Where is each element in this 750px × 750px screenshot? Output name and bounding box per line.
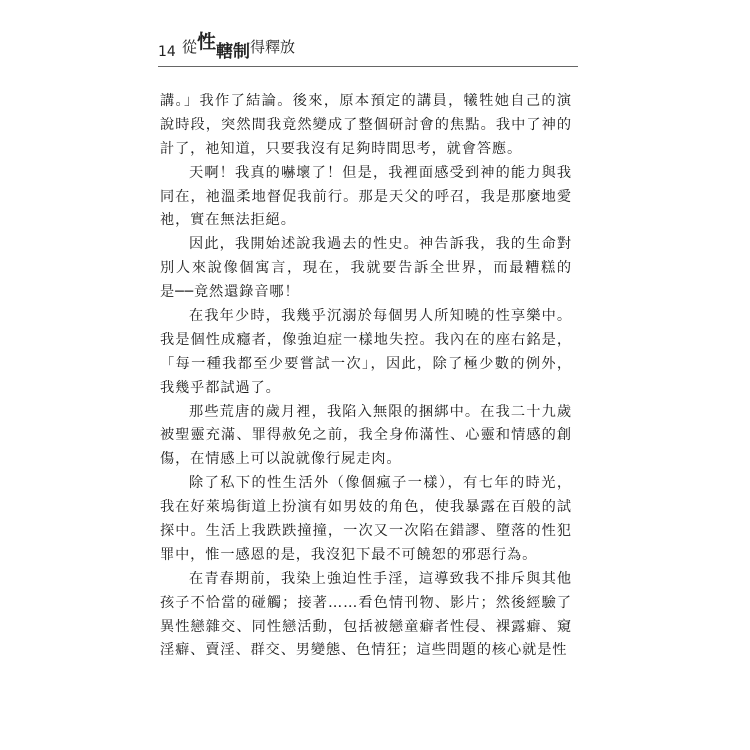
text-line: 祂，實在無法拒絕。	[160, 212, 296, 229]
text-line: 說時段，突然間我竟然變成了整個研討會的焦點。我中了神的	[160, 116, 572, 133]
book-title	[182, 31, 296, 64]
text-line: 探中。生活上我跌跌撞撞，一次又一次陷在錯謬、墮落的性犯	[160, 523, 572, 540]
paragraph	[160, 472, 572, 568]
running-header	[158, 31, 578, 74]
text-line: 因此，我開始述說我過去的性史。神告訴我，我的生命對	[189, 236, 572, 253]
header-rule	[158, 66, 578, 67]
text-line: 同在，祂溫柔地督促我前行。那是天父的呼召，我是那麼地愛	[160, 188, 572, 205]
text-line: 罪中，惟一感恩的是，我沒犯下最不可饒恕的邪惡行為。	[160, 546, 538, 563]
paragraph	[160, 305, 572, 401]
text-line: 異性戀雜交、同性戀活動，包括被戀童癖者性侵、裸露癖、窺	[160, 618, 572, 635]
paragraph	[160, 162, 572, 234]
text-line: 在我年少時，我幾乎沉溺於每個男人所知曉的性享樂中。	[189, 308, 572, 325]
text-line: 我在好萊塢街道上扮演有如男妓的角色，使我暴露在百般的試	[160, 499, 572, 516]
text-line: 孩子不恰當的碰觸；接著……看色情刊物、影片；然後經驗了	[160, 594, 572, 611]
paragraph	[160, 568, 572, 664]
text-line: 天啊！我真的嚇壞了！但是，我裡面感受到神的能力與我	[189, 164, 572, 181]
book-title-part: 轄制	[216, 42, 251, 62]
page-number: 14	[158, 44, 176, 60]
body-text	[160, 90, 572, 663]
paragraph	[160, 233, 572, 305]
paragraph	[160, 90, 572, 162]
text-line: 在青春期前，我染上強迫性手淫，這導致我不排斥與其他	[189, 570, 572, 587]
book-title-part: 得釋放	[250, 38, 296, 56]
text-line: 淫癖、賣淫、群交、男變態、色情狂；這些問題的核心就是性	[160, 642, 568, 659]
text-line: 那些荒唐的歲月裡，我陷入無限的捆綁中。在我二十九歲	[189, 403, 572, 420]
text-line: 講。」我作了結論。後來，原本預定的講員，犧牲她自己的演	[160, 93, 572, 109]
text-line: 是──竟然還錄音哪！	[160, 284, 300, 301]
book-title-part: 性	[197, 31, 217, 53]
text-line: 「每一種我都至少要嘗試一次」，因此，除了極少數的例外，	[160, 355, 572, 372]
text-line: 計了，祂知道，只要我沒有足夠時間思考，就會答應。	[160, 140, 523, 157]
text-line: 我幾乎都試過了。	[160, 379, 281, 396]
text-line: 別人來說像個寓言，現在，我就要告訴全世界，而最糟糕的	[160, 260, 572, 277]
text-line: 我是個性成癮者，像強迫症一樣地失控。我內在的座右銘是，	[160, 331, 572, 348]
text-line: 被聖靈充滿、罪得赦免之前，我全身佈滿性、心靈和情感的創	[160, 427, 572, 444]
text-line: 除了私下的性生活外（像個瘋子一樣），有七年的時光，	[189, 475, 572, 492]
text-line: 傷，在情感上可以說就像行屍走肉。	[160, 451, 402, 468]
paragraph	[160, 401, 572, 473]
book-title-part: 從	[182, 38, 198, 56]
